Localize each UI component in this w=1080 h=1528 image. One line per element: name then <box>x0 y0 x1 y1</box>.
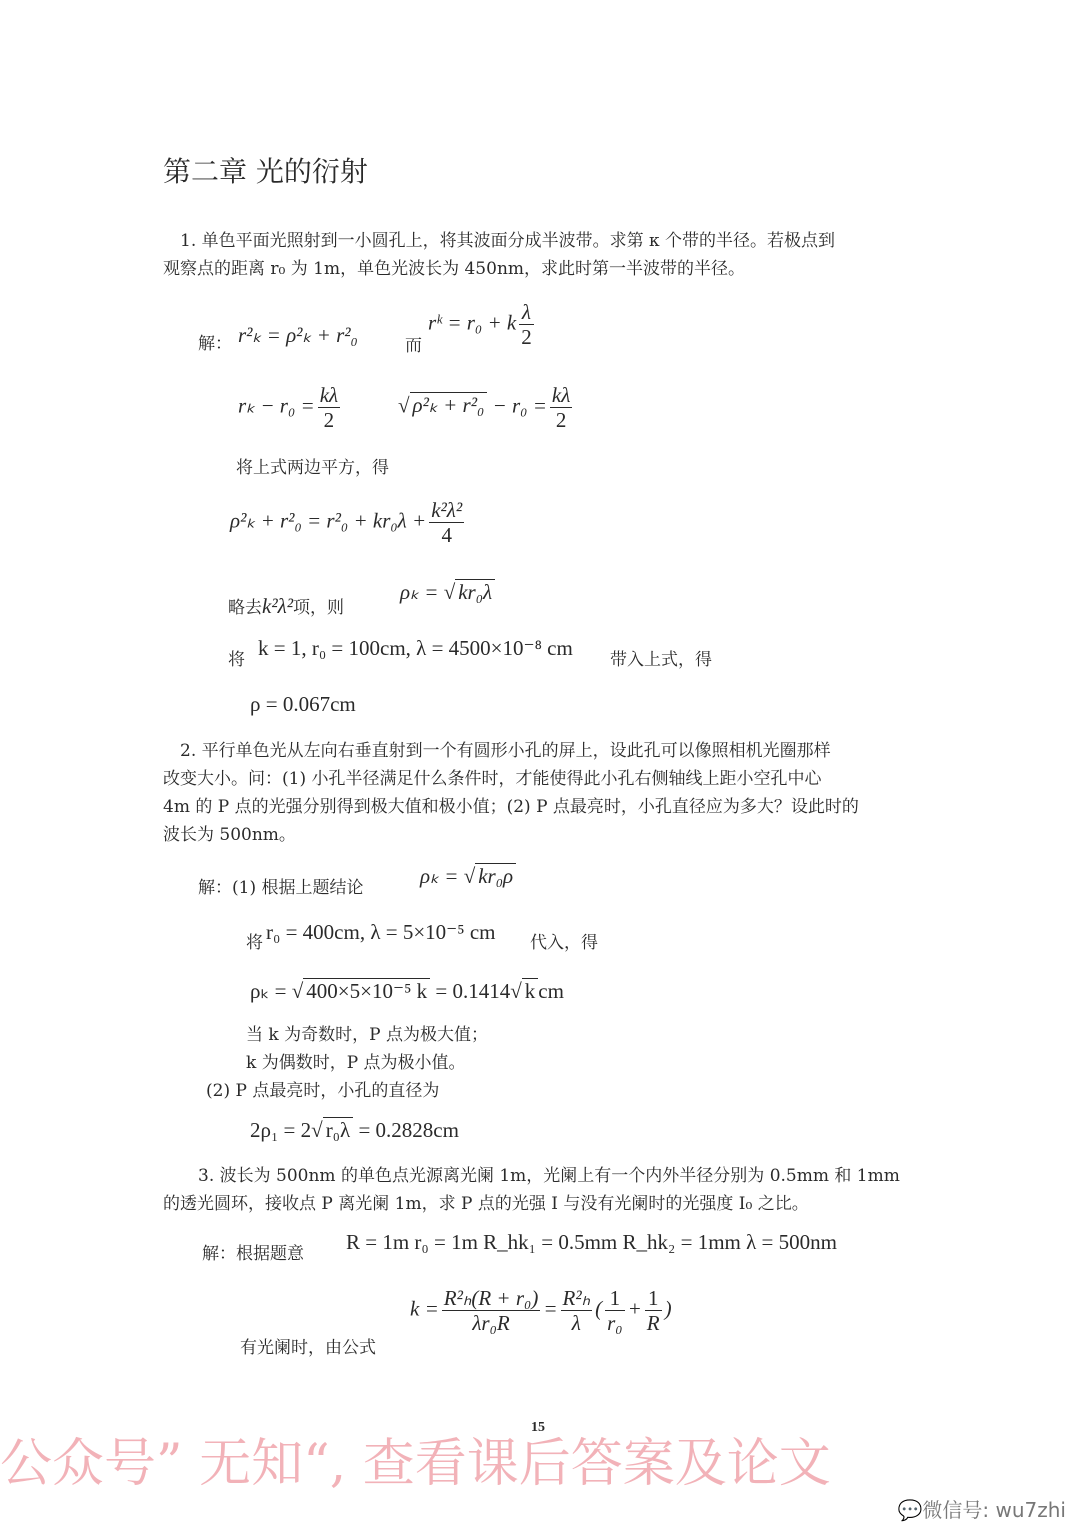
q2-text-3: (2) P 点最亮时，小孔的直径为 <box>206 1081 440 1101</box>
q2-solution-label: 解：(1) 根据上题结论 <box>198 878 364 898</box>
q1-result: ρ = 0.067cm <box>250 692 356 716</box>
wechat-icon: 💬 <box>897 1498 923 1522</box>
q2-text-1: 当 k 为奇数时，P 点为极大值； <box>246 1025 488 1045</box>
q2-eq4: 2ρ₁ = 2√ r₀λ = 0.2828cm <box>250 1118 459 1142</box>
q3-text: 有光阑时，由公式 <box>240 1338 376 1358</box>
q1-eq2: rᵏ = r₀ + k $\frac{\lambda}{2}$ <box>428 300 532 350</box>
q2-line-2: 改变大小。问：(1) 小孔半径满足什么条件时，才能使得此小孔右侧轴线上距小空孔中心 <box>163 769 822 789</box>
q2-eq1: ρₖ = √ kr₀ρ <box>420 866 516 887</box>
q3-givens: R = 1m r₀ = 1m R_hk₁ = 0.5mm R_hk₂ = 1mm λ = 500nm <box>346 1230 837 1254</box>
q1-text-square: 将上式两边平方，得 <box>236 458 389 478</box>
page-number: 15 <box>531 1420 545 1435</box>
q2-line-4: 波长为 500nm。 <box>163 825 296 845</box>
q3-solution-label: 解：根据题意 <box>202 1244 304 1264</box>
q2-jiang: 将 <box>246 933 263 953</box>
wechat-id: 💬微信号: wu7zhi <box>897 1498 1066 1522</box>
q3-line-1: 3. 波长为 500nm 的单色点光源离光阑 1m，光阑上有一个内外半径分别为 0.5mm 和 1mm <box>198 1166 900 1186</box>
q1-eq3: rₖ − r₀ = $\frac{k\lambda}{2}$ <box>238 383 339 433</box>
q1-line-1: 1. 单色平面光照射到一小圆孔上，将其波面分成半波带。求第 κ 个带的半径。若极点到 <box>180 231 836 251</box>
q2-dairu: 代入，得 <box>530 933 598 953</box>
q2-text-2: k 为偶数时，P 点为极小值。 <box>246 1053 466 1073</box>
q1-jiang: 将 <box>228 650 245 670</box>
q3-formula: k = $\frac{\text{R²ₕ(R + r₀)}}{\text{λr₀R}}$ = $\frac{\text{R²ₕ}}{\lambda}$ ( $\frac{1}{\text{r₀}}$ + $\frac{1}{R}$ ) <box>410 1286 672 1336</box>
q1-eq5: ρ²ₖ + r²₀ = r²₀ + kr₀λ + $\frac{\text{k²λ²}}{4}$ <box>230 498 463 548</box>
q2-eq3: ρₖ = √ 400×5×10⁻⁵ k = 0.1414√ k cm <box>250 979 564 1003</box>
q1-er: 而 <box>405 336 422 356</box>
chapter-title: 第二章 光的衍射 <box>163 155 368 188</box>
q1-eq6: ρₖ = √ kr₀λ <box>400 582 495 603</box>
q1-line-2: 观察点的距离 r₀ 为 1m，单色光波长为 450nm，求此时第一半波带的半径。 <box>163 259 746 279</box>
q1-dairu: 带入上式，得 <box>610 650 712 670</box>
q1-eq7: k = 1, r₀ = 100cm, λ = 4500×10⁻⁸ cm <box>258 636 573 660</box>
watermark: 公众号” 无知“, 查看课后答案及论文 <box>0 1434 831 1494</box>
q1-eq1: r²ₖ = ρ²ₖ + r²₀ <box>238 323 358 347</box>
q2-line-1: 2. 平行单色光从左向右垂直射到一个有圆形小孔的屏上，设此孔可以像照相机光圈那样 <box>180 741 831 761</box>
q2-eq2: r₀ = 400cm, λ = 5×10⁻⁵ cm <box>266 920 496 944</box>
q1-lue: 略去k²λ²项，则 <box>228 594 345 618</box>
q3-line-2: 的透光圆环，接收点 P 离光阑 1m，求 P 点的光强 I 与没有光阑时的光强度 I₀ 之比。 <box>163 1194 809 1214</box>
q1-eq4: √ ρ²ₖ + r²₀ − r₀ = $\frac{k\lambda}{2}$ <box>398 383 571 433</box>
q2-line-3: 4m 的 P 点的光强分别得到极大值和极小值；(2) P 点最亮时，小孔直径应为多大？设此时的 <box>163 797 859 817</box>
q1-solution-label: 解： <box>198 334 232 354</box>
